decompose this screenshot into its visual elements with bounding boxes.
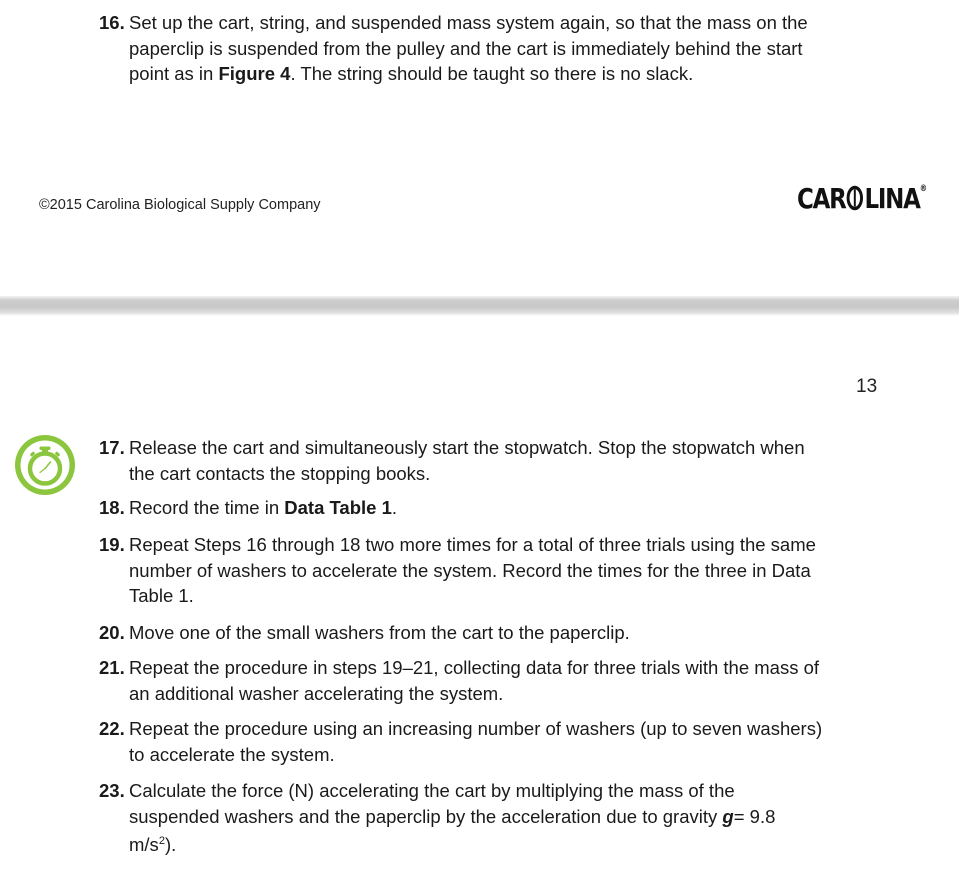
step-16-line-2: paperclip is suspended from the pulley and the cart is immediately behind the start — [129, 37, 803, 59]
step-18: 18. Record the time in Data Table 1. — [99, 495, 899, 521]
step-17-number: 17. — [99, 437, 125, 458]
step-16 — [99, 10, 899, 87]
data-table-reference: Data Table 1 — [284, 497, 392, 518]
step-19-number: 19. — [99, 534, 125, 555]
copyright-notice: ©2015 Carolina Biological Supply Company — [39, 197, 321, 213]
carolina-logo: CAR LINA ® — [797, 181, 928, 215]
logo-o-mark — [846, 185, 863, 211]
step-22: 22. Repeat the procedure using an increasing number of washers (up to seven washers) to accelerate the system. — [99, 718, 823, 765]
registered-mark: ® — [919, 184, 928, 194]
step-18-number: 18. — [99, 497, 125, 518]
step-22-number: 22. — [99, 718, 125, 739]
figure-reference: Figure 4 — [218, 63, 291, 84]
step-21: 21. Repeat the procedure in steps 19–21, collecting data for three trials with the mass of an additional washer accelerating the system. — [99, 657, 820, 704]
step-21-number: 21. — [99, 657, 125, 678]
step-16-line-1: 16. Set up the cart, string, and suspended mass system again, so that the mass on the — [99, 10, 899, 36]
step-17: 17. Release the cart and simultaneously start the stopwatch. Stop the stopwatch when the cart contacts the stopping books. — [99, 437, 805, 484]
page-break-divider — [0, 296, 959, 316]
step-16-line-3: point as in Figure 4. The string should be taught so there is no slack. — [129, 63, 694, 84]
step-23-number: 23. — [99, 780, 125, 801]
step-16-number: 16. — [99, 12, 125, 33]
step-20: 20. Move one of the small washers from the cart to the paperclip. — [99, 620, 899, 646]
step-19: 19. Repeat Steps 16 through 18 two more times for a total of three trials using the same number of washers to accelerate the system. Record the times for the three in Data Table 1. — [99, 534, 816, 606]
step-20-number: 20. — [99, 622, 125, 643]
page-number: 13 — [856, 376, 878, 397]
stopwatch-icon — [13, 433, 77, 497]
exponent: 2 — [158, 835, 165, 847]
step-23: 23. Calculate the force (N) accelerating the cart by multiplying the mass of the suspended washers and the paperclip by the acceleration due to gravity g= 9.8 $m/s^2$). — [99, 780, 776, 856]
gravity-variable: g — [722, 805, 734, 827]
